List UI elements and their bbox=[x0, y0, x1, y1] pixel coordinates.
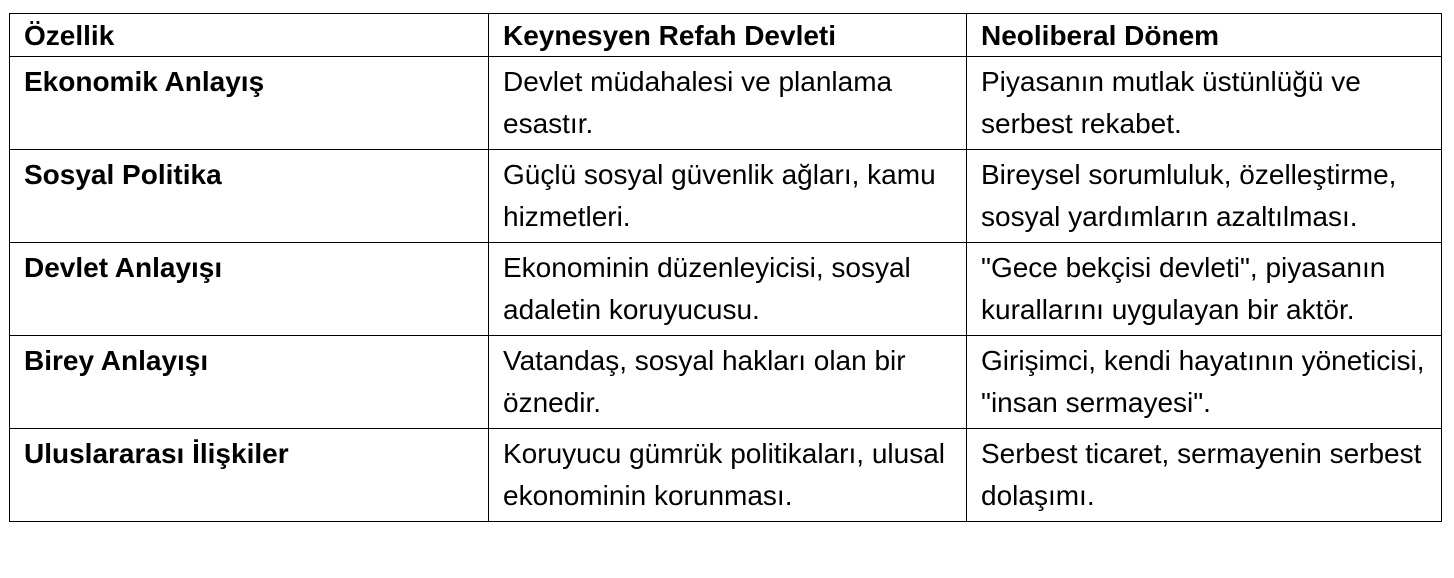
row-feature: Devlet Anlayışı bbox=[10, 243, 489, 336]
row-neoliberal: Serbest ticaret, sermayenin serbest dolaşımı. bbox=[967, 429, 1442, 522]
row-neoliberal: "Gece bekçisi devleti", piyasanın kurallarını uygulayan bir aktör. bbox=[967, 243, 1442, 336]
header-neoliberal: Neoliberal Dönem bbox=[967, 14, 1442, 57]
table-row bbox=[10, 57, 1442, 150]
row-neoliberal: Girişimci, kendi hayatının yöneticisi, "insan sermayesi". bbox=[967, 336, 1442, 429]
row-neoliberal: Bireysel sorumluluk, özelleştirme, sosyal yardımların azaltılması. bbox=[967, 150, 1442, 243]
row-neoliberal: Piyasanın mutlak üstünlüğü ve serbest rekabet. bbox=[967, 57, 1442, 150]
row-feature: Birey Anlayışı bbox=[10, 336, 489, 429]
row-keynesian: Koruyucu gümrük politikaları, ulusal ekonominin korunması. bbox=[489, 429, 967, 522]
table-row bbox=[10, 150, 1442, 243]
row-keynesian: Vatandaş, sosyal hakları olan bir öznedir. bbox=[489, 336, 967, 429]
header-keynesian: Keynesyen Refah Devleti bbox=[489, 14, 967, 57]
row-keynesian: Ekonominin düzenleyicisi, sosyal adaletin koruyucusu. bbox=[489, 243, 967, 336]
table-row bbox=[10, 243, 1442, 336]
row-feature: Ekonomik Anlayış bbox=[10, 57, 489, 150]
row-keynesian: Devlet müdahalesi ve planlama esastır. bbox=[489, 57, 967, 150]
header-row bbox=[10, 14, 1442, 57]
row-keynesian: Güçlü sosyal güvenlik ağları, kamu hizmetleri. bbox=[489, 150, 967, 243]
header-feature: Özellik bbox=[10, 14, 489, 57]
table-row bbox=[10, 336, 1442, 429]
table-row bbox=[10, 429, 1442, 522]
row-feature: Uluslararası İlişkiler bbox=[10, 429, 489, 522]
row-feature: Sosyal Politika bbox=[10, 150, 489, 243]
comparison-table bbox=[9, 13, 1442, 522]
